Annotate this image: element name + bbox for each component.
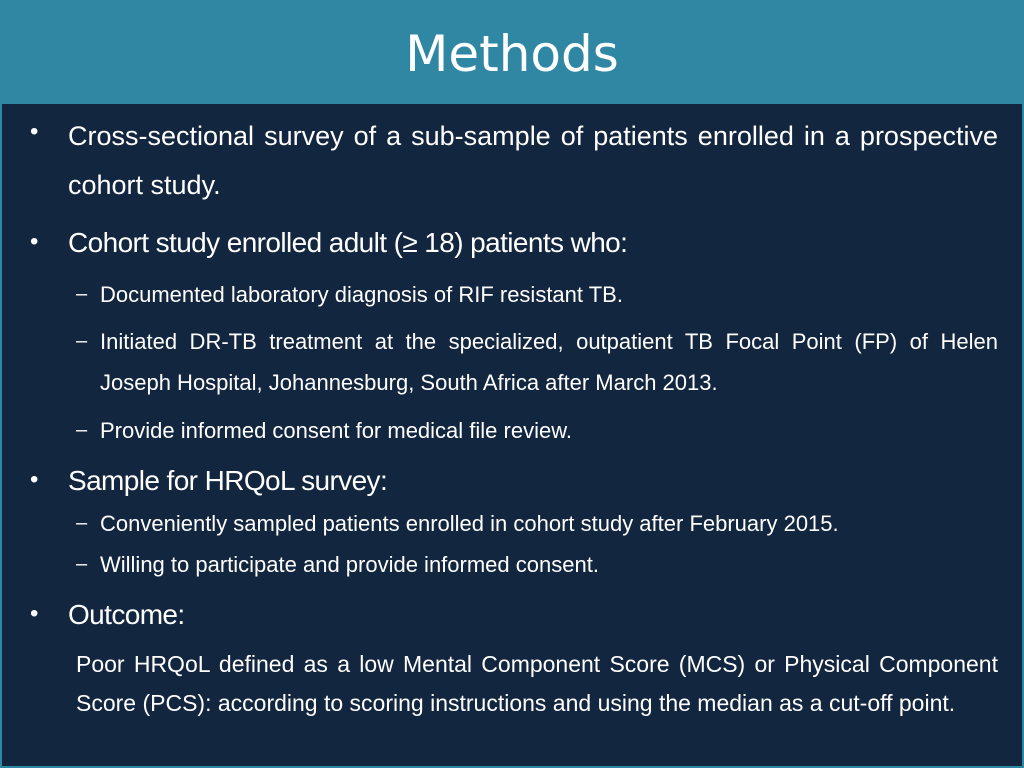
slide-title: Methods (405, 25, 619, 83)
bullet-heading-cohort-criteria: Cohort study enrolled adult (≥ 18) patients who: (68, 227, 628, 258)
list-item: Provide informed consent for medical file review. (100, 418, 572, 443)
dash-icon: – (76, 419, 88, 441)
dash-icon: – (76, 512, 88, 534)
list-item: Documented laboratory diagnosis of RIF resistant TB. (100, 282, 623, 307)
dash-icon: – (76, 283, 88, 305)
list-item: Initiated DR-TB treatment at the specialized, outpatient TB Focal Point (FP) of Helen Joseph Hospital, Johannesburg, South Africa after March 2013. (100, 329, 998, 395)
bullet-heading-outcome: Outcome: (68, 599, 185, 630)
dash-icon: – (76, 553, 88, 575)
bullet-heading-hrqol-sample: Sample for HRQoL survey: (68, 465, 388, 496)
bullet-text-survey-design: Cross-sectional survey of a sub-sample of patients enrolled in a prospective cohort study. (68, 121, 998, 200)
title-bar (2, 0, 1022, 104)
dash-icon: – (76, 330, 88, 352)
bullet-icon: • (30, 228, 39, 255)
list-item: Willing to participate and provide informed consent. (100, 552, 599, 577)
bullet-icon: • (30, 118, 39, 145)
list-item: Conveniently sampled patients enrolled in cohort study after February 2015. (100, 511, 839, 536)
bullet-icon: • (30, 600, 39, 627)
bullet-icon: • (30, 466, 39, 493)
outcome-paragraph: Poor HRQoL defined as a low Mental Component Score (MCS) or Physical Component Score (PCS): according to scoring instructions and using the median as a cut-off point. (76, 651, 998, 716)
